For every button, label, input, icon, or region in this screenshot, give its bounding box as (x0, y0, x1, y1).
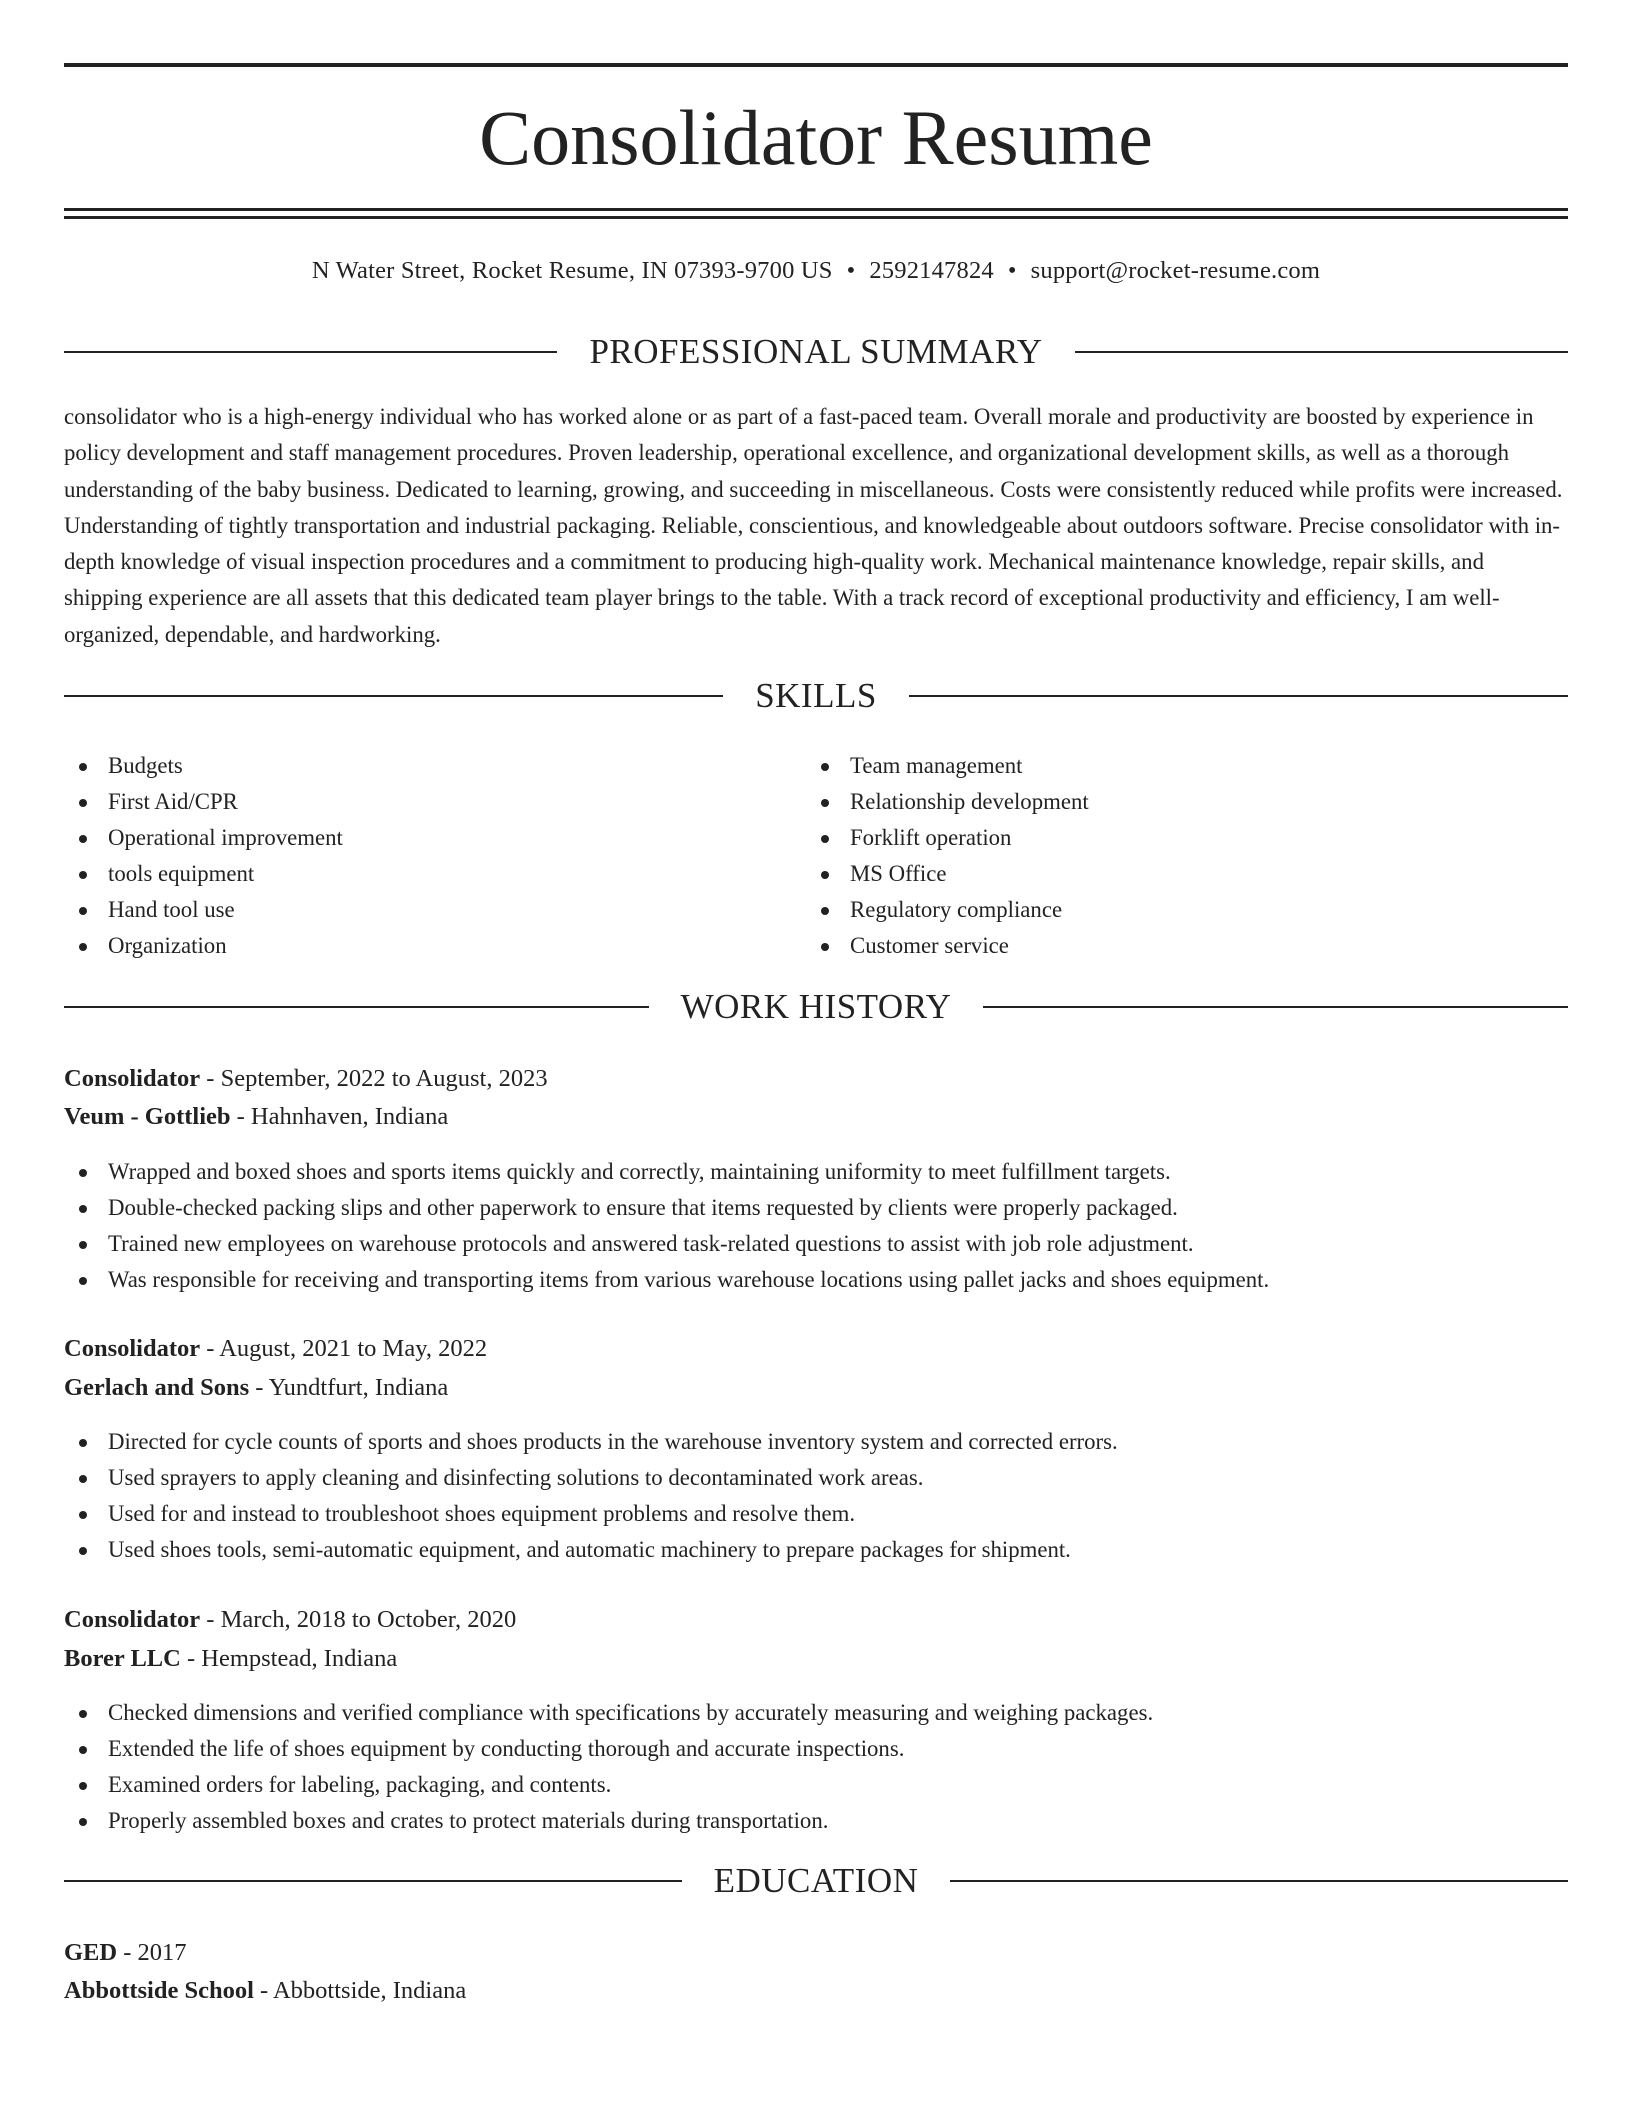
contact-separator: • (846, 257, 856, 284)
job-company-line: Veum - Gottlieb - Hahnhaven, Indiana (64, 1103, 449, 1130)
job-location: Hahnhaven, Indiana (250, 1103, 449, 1130)
section-rule (64, 695, 723, 697)
job-title-line: Consolidator - September, 2022 to August, 2023 (64, 1065, 548, 1092)
section-heading: EDUCATION (713, 1861, 919, 1900)
job-dates: September, 2022 to August, 2023 (220, 1065, 548, 1092)
job-title-line: Consolidator - August, 2021 to May, 2022 (64, 1335, 488, 1362)
job-bullet: Examined orders for labeling, packaging, and contents. (64, 1767, 1568, 1803)
skill-item: First Aid/CPR (64, 784, 764, 820)
job-bullets (64, 1424, 1568, 1568)
job-company: Gerlach and Sons (64, 1374, 250, 1401)
skill-item: Operational improvement (64, 820, 764, 856)
section-heading: SKILLS (755, 676, 877, 715)
job-bullet: Checked dimensions and verified compliance with specifications by accurately measuring and weighing packages. (64, 1695, 1568, 1731)
job-bullet: Properly assembled boxes and crates to protect materials during transportation. (64, 1803, 1568, 1839)
contact-line (64, 254, 1568, 288)
job-title-line: Consolidator - March, 2018 to October, 2020 (64, 1606, 517, 1633)
job-bullet: Used shoes tools, semi-automatic equipment, and automatic machinery to prepare packages for shipment. (64, 1532, 1568, 1568)
skill-item: Customer service (806, 928, 1506, 964)
job-location: Yundtfurt, Indiana (268, 1374, 449, 1401)
contact-separator: • (1007, 257, 1017, 284)
title-rule-upper (64, 208, 1568, 211)
resume-title: Consolidator Resume (479, 94, 1153, 181)
contact-phone: 2592147824 (869, 257, 994, 284)
education-year: 2017 (137, 1939, 187, 1966)
summary-text: consolidator who is a high-energy individual who has worked alone or as part of a fast-paced team. Overall morale and productivity are boosted by experience in policy development and staff management procedures. Proven leadership, operational excellence, and organizational development skills, as well as a thorough understanding of the baby business. Dedicated to learning, growing, and succeeding in miscellaneous. Costs were consistently reduced while profits were increased. Understanding of tightly transportation and industrial packaging. Reliable, conscientious, and knowledgeable about outdoors software. Precise consolidator with in-depth knowledge of visual inspection procedures and a commitment to producing high-quality work. Mechanical maintenance knowledge, repair skills, and shipping experience are all assets that this dedicated team player brings to the table. With a track record of exceptional productivity and efficiency, I am well-organized, dependable, and hardworking. (64, 404, 1563, 647)
skill-item: Relationship development (806, 784, 1506, 820)
job-company-line: Gerlach and Sons - Yundtfurt, Indiana (64, 1374, 449, 1401)
section-heading: PROFESSIONAL SUMMARY (589, 332, 1043, 371)
education-degree: GED (64, 1939, 118, 1966)
section-rule (64, 1880, 682, 1882)
work-section-header (64, 985, 1568, 1029)
skill-item: Organization (64, 928, 764, 964)
top-rule (64, 63, 1568, 67)
section-rule (1075, 351, 1568, 353)
skills-list-right (806, 748, 1506, 964)
job-location: Hempstead, Indiana (201, 1645, 398, 1672)
job-dates: March, 2018 to October, 2020 (220, 1606, 517, 1633)
education-school-line: Abbottside School - Abbottside, Indiana (64, 1977, 467, 2004)
job-bullet: Double-checked packing slips and other paperwork to ensure that items requested by clients were properly packaged. (64, 1190, 1568, 1226)
job-bullet: Extended the life of shoes equipment by conducting thorough and accurate inspections. (64, 1731, 1568, 1767)
skill-item: Hand tool use (64, 892, 764, 928)
education-section-header (64, 1859, 1568, 1903)
section-rule (983, 1006, 1568, 1008)
section-rule (950, 1880, 1568, 1882)
job-company: Veum - Gottlieb (64, 1103, 231, 1130)
job-bullet: Used sprayers to apply cleaning and disinfecting solutions to decontaminated work areas. (64, 1460, 1568, 1496)
job-bullet: Trained new employees on warehouse protocols and answered task-related questions to assist with job role adjustment. (64, 1226, 1568, 1262)
job-title: Consolidator (64, 1335, 201, 1362)
job-bullet: Wrapped and boxed shoes and sports items quickly and correctly, maintaining uniformity to meet fulfillment targets. (64, 1154, 1568, 1190)
contact-email: support@rocket-resume.com (1030, 257, 1321, 284)
section-rule (909, 695, 1568, 697)
job-title: Consolidator (64, 1065, 201, 1092)
skill-item: MS Office (806, 856, 1506, 892)
summary-section-header (64, 330, 1568, 374)
skill-item: Forklift operation (806, 820, 1506, 856)
job-bullets (64, 1154, 1568, 1298)
education-location: Abbottside, Indiana (272, 1977, 467, 2004)
job-bullet: Used for and instead to troubleshoot shoes equipment problems and resolve them. (64, 1496, 1568, 1532)
skill-item: Team management (806, 748, 1506, 784)
job-title: Consolidator (64, 1606, 201, 1633)
job-bullets (64, 1695, 1568, 1839)
job-bullet: Directed for cycle counts of sports and shoes products in the warehouse inventory system and corrected errors. (64, 1424, 1568, 1460)
section-rule (64, 1006, 649, 1008)
skills-section-header (64, 674, 1568, 718)
job-bullet: Was responsible for receiving and transporting items from various warehouse locations using pallet jacks and shoes equipment. (64, 1262, 1568, 1298)
skill-item: Budgets (64, 748, 764, 784)
job-company: Borer LLC (64, 1645, 181, 1672)
job-company-line: Borer LLC - Hempstead, Indiana (64, 1645, 398, 1672)
skill-item: tools equipment (64, 856, 764, 892)
section-rule (64, 351, 557, 353)
title-rule-lower (64, 216, 1568, 219)
education-degree-line: GED - 2017 (64, 1939, 187, 1966)
education-school: Abbottside School (64, 1977, 254, 2004)
contact-address: N Water Street, Rocket Resume, IN 07393-9700 US (311, 257, 833, 284)
skill-item: Regulatory compliance (806, 892, 1506, 928)
section-heading: WORK HISTORY (680, 987, 952, 1026)
job-dates: August, 2021 to May, 2022 (219, 1335, 488, 1362)
skills-list-left (64, 748, 764, 964)
